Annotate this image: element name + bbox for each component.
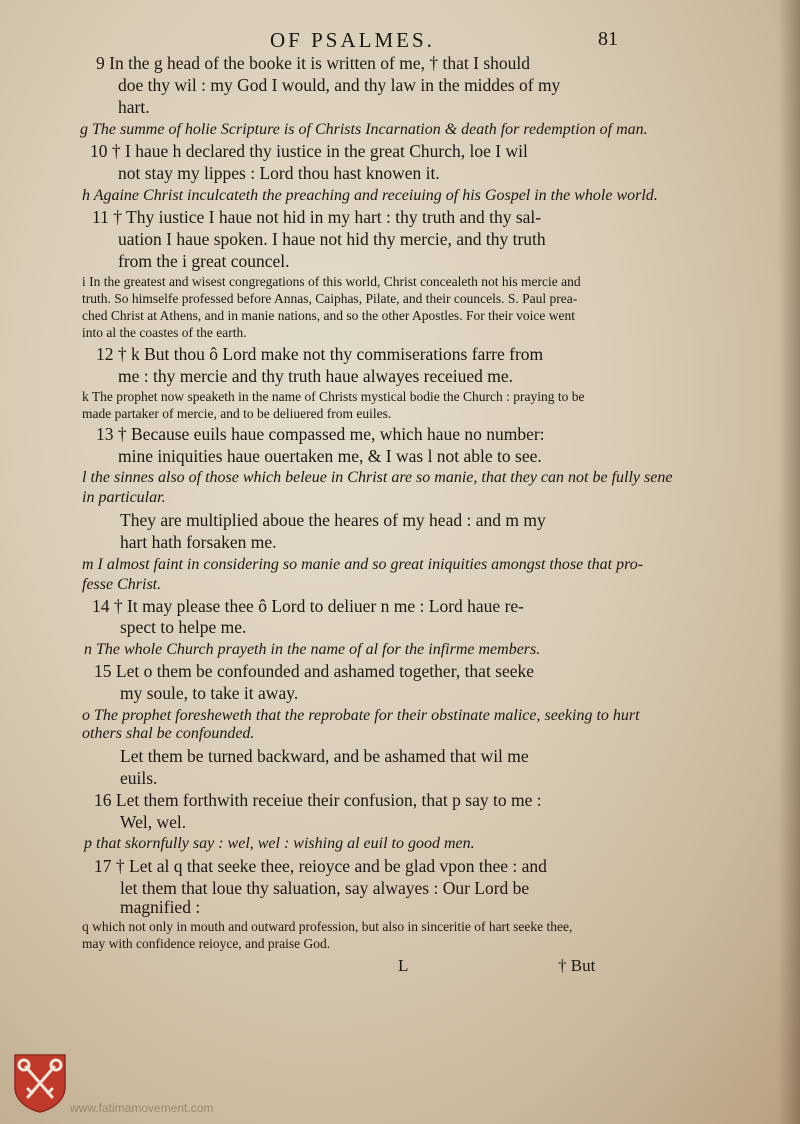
text-line: magnified : xyxy=(120,897,201,917)
text-line: doe thy wil : my God I would, and thy law in the middes of my xyxy=(118,75,561,95)
text-line: from the i great councel. xyxy=(118,251,290,271)
text-line: 13 † Because euils haue compassed me, which haue no number: xyxy=(96,424,545,444)
text-line: euils. xyxy=(120,768,158,788)
text-line: 9 In the g head of the booke it is written of me, † that I should xyxy=(96,53,531,73)
annotation-line: o The prophet foresheweth that the reprobate for their obstinate malice, seeking to hurt xyxy=(82,707,640,724)
note-line: into al the coastes of the earth. xyxy=(82,325,247,340)
text-line: my soule, to take it away. xyxy=(120,683,299,703)
text-line: mine iniquities haue ouertaken me, & I was l not able to see. xyxy=(118,446,542,466)
text-line: hart. xyxy=(118,97,150,117)
annotation-line: n The whole Church prayeth in the name of al for the infirme members. xyxy=(84,641,541,658)
text-line: not stay my lippes : Lord thou hast knowen it. xyxy=(118,163,440,183)
note-line: truth. So himselfe professed before Annas, Caiphas, Pilate, and their councels. S. Paul prea- xyxy=(82,291,578,306)
note-line: made partaker of mercie, and to be deliuered from euiles. xyxy=(82,406,392,421)
annotation-line: g The summe of holie Scripture is of Christs Incarnation & death for redemption of man. xyxy=(80,121,648,138)
page-number: 81 xyxy=(598,28,618,50)
note-line: i In the greatest and wisest congregations of this world, Christ concealeth not his mercie and xyxy=(82,274,581,289)
text-line: hart hath forsaken me. xyxy=(120,532,277,552)
text-line: Let them be turned backward, and be ashamed that wil me xyxy=(120,746,529,766)
text-line: spect to helpe me. xyxy=(120,617,247,637)
text-line: 15 Let o them be confounded and ashamed together, that seeke xyxy=(94,661,535,681)
running-title: OF PSALMES. xyxy=(270,28,435,52)
note-line: ched Christ at Athens, and in manie nations, and so the other Apostles. For their voice went xyxy=(82,308,576,323)
text-line: Wel, wel. xyxy=(120,812,187,832)
crossed-keys-logo-icon xyxy=(12,1053,68,1113)
text-line: uation I haue spoken. I haue not hid thy mercie, and thy truth xyxy=(118,229,546,249)
catchword: † But xyxy=(558,956,596,975)
watermark: www.fatimamovement.com xyxy=(70,1101,214,1115)
annotation-line: p that skornfully say : wel, wel : wishing al euil to good men. xyxy=(84,835,475,852)
annotation-line: fesse Christ. xyxy=(82,576,162,593)
text-line: 12 † k But thou ô Lord make not thy commiserations farre from xyxy=(96,344,544,364)
signature-mark: L xyxy=(398,956,409,975)
text-line: me : thy mercie and thy truth haue alwayes receiued me. xyxy=(118,366,514,386)
note-line: q which not only in mouth and outward profession, but also in sinceritie of hart seeke thee, xyxy=(82,919,573,934)
text-line: 14 † It may please thee ô Lord to deliuer n me : Lord haue re- xyxy=(92,596,524,616)
annotation-line: others shal be confounded. xyxy=(82,725,255,742)
annotation-line: l the sinnes also of those which beleue in Christ are so manie, that they can not be fully sene xyxy=(82,469,673,486)
annotation-line: m I almost faint in considering so manie and so great iniquities amongst those that pro- xyxy=(82,556,644,573)
note-line: k The prophet now speaketh in the name of Christs mystical bodie the Church : praying to be xyxy=(82,389,585,404)
text-line: let them that loue thy saluation, say alwayes : Our Lord be xyxy=(120,878,530,898)
text-line: They are multiplied aboue the heares of my head : and m my xyxy=(120,510,546,530)
text-line: 11 † Thy iustice I haue not hid in my hart : thy truth and thy sal- xyxy=(92,207,542,227)
annotation-line: in particular. xyxy=(82,489,166,506)
text-line: 17 † Let al q that seeke thee, reioyce and be glad vpon thee : and xyxy=(94,856,547,876)
text-line: 10 † I haue h declared thy iustice in the great Church, loe I wil xyxy=(90,141,528,161)
note-line: may with confidence reioyce, and praise God. xyxy=(82,936,331,951)
annotation-line: h Againe Christ inculcateth the preaching and receiuing of his Gospel in the whole world. xyxy=(82,187,658,204)
text-line: 16 Let them forthwith receiue their confusion, that p say to me : xyxy=(94,790,542,810)
